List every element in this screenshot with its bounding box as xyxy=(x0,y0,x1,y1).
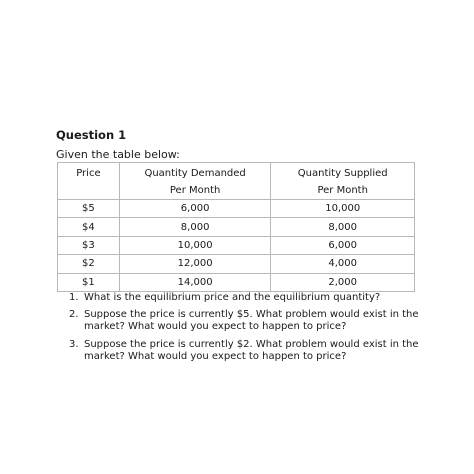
question-heading: Question 1 xyxy=(56,128,127,142)
question-text: What is the equilibrium price and the equilibrium quantity? xyxy=(84,292,381,303)
supply-demand-table xyxy=(57,162,415,292)
header-quantity-supplied xyxy=(271,163,415,200)
header-quantity-demanded xyxy=(119,163,271,200)
cell-price: $4 xyxy=(58,218,120,236)
cell-price: $1 xyxy=(58,273,120,291)
header-price-line1: Price xyxy=(76,168,101,179)
cell-quantity-demanded: 8,000 xyxy=(119,218,271,236)
cell-quantity-demanded: 14,000 xyxy=(119,273,271,291)
list-item xyxy=(64,309,424,334)
table-row xyxy=(58,218,415,236)
cell-quantity-supplied: 10,000 xyxy=(271,200,415,218)
table-row xyxy=(58,236,415,254)
header-supplied-line2: Per Month xyxy=(317,185,368,196)
cell-quantity-supplied: 6,000 xyxy=(271,236,415,254)
list-item xyxy=(64,292,424,305)
cell-quantity-demanded: 10,000 xyxy=(119,236,271,254)
cell-price: $2 xyxy=(58,255,120,273)
cell-quantity-supplied: 8,000 xyxy=(271,218,415,236)
cell-quantity-demanded: 6,000 xyxy=(119,200,271,218)
question-number: 1. xyxy=(69,292,79,303)
question-number: 2. xyxy=(69,308,79,320)
question-list xyxy=(64,292,424,369)
question-text: Suppose the price is currently $2. What problem would exist in the market? What would you expect to happen to price? xyxy=(84,338,419,362)
table-row xyxy=(58,255,415,273)
table-header-row xyxy=(58,163,415,200)
cell-price: $5 xyxy=(58,200,120,218)
header-price xyxy=(58,163,120,200)
question-text: Suppose the price is currently $5. What problem would exist in the market? What would you expect to happen to price? xyxy=(84,308,419,332)
header-demanded-line2: Per Month xyxy=(169,185,221,196)
question-number: 3. xyxy=(69,338,79,350)
cell-quantity-demanded: 12,000 xyxy=(119,255,271,273)
header-supplied-line1: Quantity Supplied xyxy=(297,168,388,179)
header-demanded-line1: Quantity Demanded xyxy=(144,168,246,179)
cell-quantity-supplied: 2,000 xyxy=(271,273,415,291)
cell-quantity-supplied: 4,000 xyxy=(271,255,415,273)
table-row xyxy=(58,200,415,218)
table-row xyxy=(58,273,415,291)
cell-price: $3 xyxy=(58,236,120,254)
question-intro: Given the table below: xyxy=(56,148,180,161)
list-item xyxy=(64,339,424,364)
